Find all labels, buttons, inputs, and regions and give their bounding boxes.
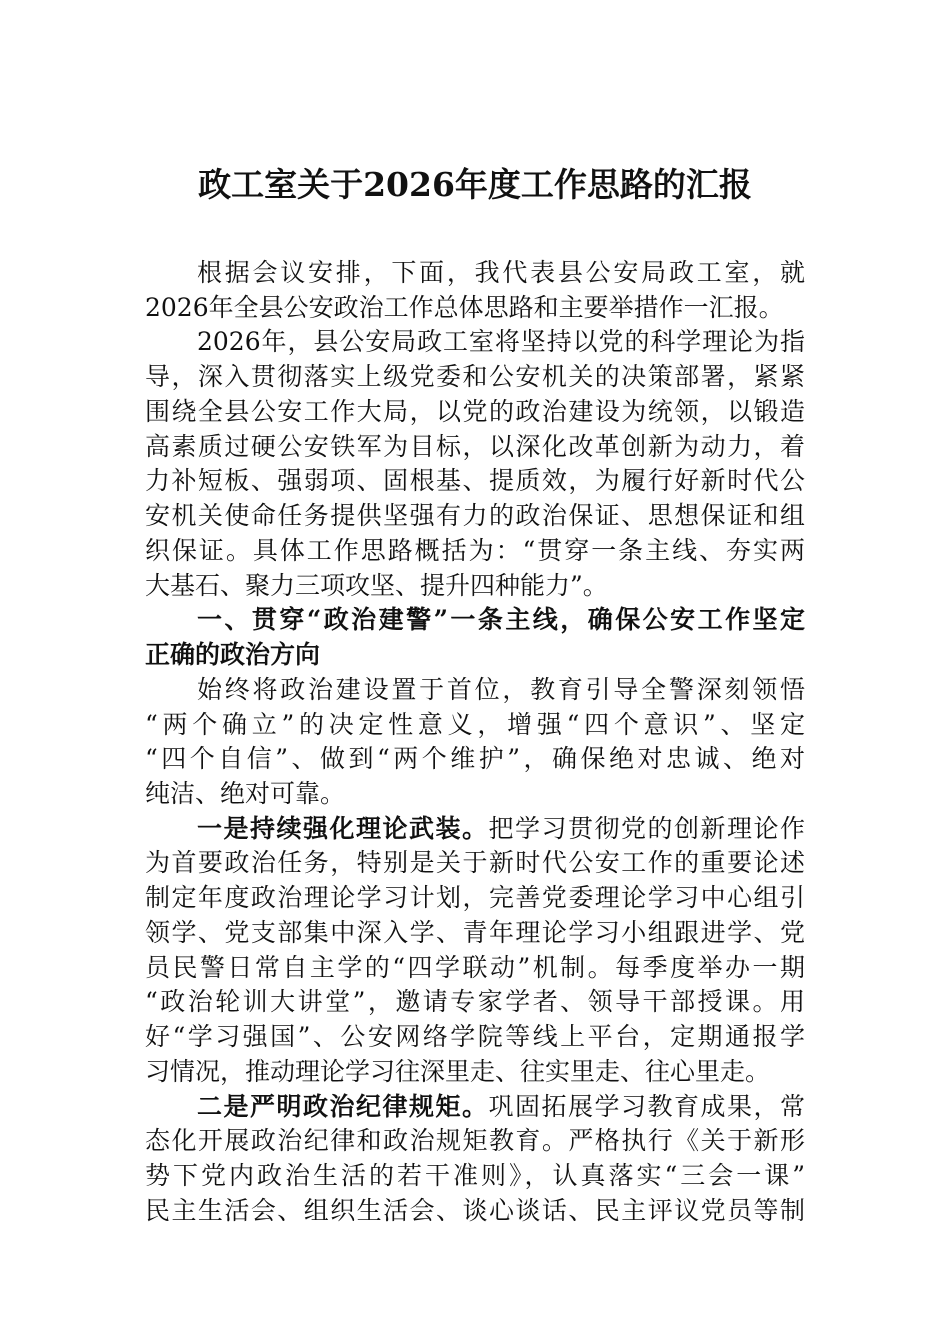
line-text: “政治轮训大讲堂”，邀请专家学者、领导干部授课。用 (145, 987, 805, 1017)
text-line (145, 291, 805, 326)
text-line (145, 638, 805, 673)
line-text: “两个确立”的决定性意义，增强“四个意识”、坚定 (145, 709, 805, 739)
line-text: 根据会议安排，下面，我代表县公安局政工室，就 (197, 258, 805, 287)
paragraph (145, 673, 805, 812)
text-line (145, 1090, 805, 1125)
text-line (145, 464, 805, 499)
line-text: 习情况，推动理论学习往深里走、往实里走、往心里走。 (145, 1056, 771, 1086)
line-text: 制定年度政治理论学习计划，完善党委理论学习中心组引 (145, 883, 805, 913)
line-text: 2026年全县公安政治工作总体思路和主要举措作一汇报。 (145, 292, 784, 322)
text-line (145, 1194, 805, 1229)
text-line (145, 256, 805, 291)
text-line (145, 603, 805, 638)
line-text: 把学习贯彻党的创新理论作 (488, 813, 805, 843)
line-text: 导，深入贯彻落实上级党委和公安机关的决策部署，紧紧 (145, 362, 805, 392)
paragraph (145, 325, 805, 603)
line-text: 为首要政治任务，特别是关于新时代公安工作的重要论述 (145, 848, 805, 878)
section-heading (145, 603, 805, 672)
lead-phrase: 二是严明政治纪律规矩。 (197, 1091, 489, 1121)
line-text: 好“学习强国”、公安网络学院等线上平台，定期通报学 (145, 1022, 805, 1052)
text-line (145, 673, 805, 708)
line-text: 力补短板、强弱项、固根基、提质效，为履行好新时代公 (145, 466, 805, 496)
text-line (145, 1124, 805, 1159)
line-text: 大基石、聚力三项攻坚、提升四种能力”。 (145, 570, 608, 600)
lead-phrase: 一是持续强化理论武装。 (197, 813, 489, 843)
text-line (145, 395, 805, 430)
text-line (145, 951, 805, 986)
document-body (145, 256, 805, 1229)
line-text: 2026年，县公安局政工室将坚持以党的科学理论为指 (197, 327, 805, 357)
paragraph (145, 256, 805, 325)
text-line (145, 325, 805, 360)
text-line (145, 985, 805, 1020)
text-line (145, 812, 805, 847)
text-line (145, 708, 805, 743)
text-line (145, 916, 805, 951)
line-text: 始终将政治建设置于首位，教育引导全警深刻领悟 (197, 674, 805, 704)
text-line (145, 1020, 805, 1055)
line-text: 安机关使命任务提供坚强有力的政治保证、思想保证和组 (145, 501, 805, 531)
line-text: 一、贯穿“政治建警”一条主线，确保公安工作坚定 (197, 605, 805, 635)
text-line (145, 430, 805, 465)
text-line (145, 1055, 805, 1090)
text-line (145, 534, 805, 569)
text-line (145, 360, 805, 395)
line-text: 领学、党支部集中深入学、青年理论学习小组跟进学、党 (145, 917, 805, 947)
line-text: 态化开展政治纪律和政治规矩教育。严格执行《关于新形 (145, 1126, 805, 1156)
line-text: 围绕全县公安工作大局，以党的政治建设为统领，以锻造 (145, 396, 805, 426)
text-line (145, 1159, 805, 1194)
line-text: 巩固拓展学习教育成果，常 (488, 1091, 805, 1121)
line-text: 势下党内政治生活的若干准则》，认真落实“三会一课” (145, 1161, 805, 1191)
document-title: 政工室关于2026年度工作思路的汇报 (198, 165, 752, 204)
line-text: 正确的政治方向 (145, 640, 321, 670)
text-line (145, 846, 805, 881)
line-text: 民主生活会、组织生活会、谈心谈话、民主评议党员等制 (145, 1195, 805, 1225)
paragraph (145, 1090, 805, 1229)
text-line (145, 777, 805, 812)
line-text: “四个自信”、做到“两个维护”，确保绝对忠诚、绝对 (145, 744, 805, 774)
text-line (145, 569, 805, 604)
paragraph (145, 812, 805, 1090)
line-text: 员民警日常自主学的“四学联动”机制。每季度举办一期 (145, 952, 805, 982)
line-text: 纯洁、绝对可靠。 (145, 779, 346, 809)
line-text: 高素质过硬公安铁军为目标，以深化改革创新为动力，着 (145, 431, 805, 461)
text-line (145, 499, 805, 534)
text-line (145, 742, 805, 777)
line-text: 织保证。具体工作思路概括为：“贯穿一条主线、夯实两 (145, 535, 805, 565)
text-line (145, 881, 805, 916)
